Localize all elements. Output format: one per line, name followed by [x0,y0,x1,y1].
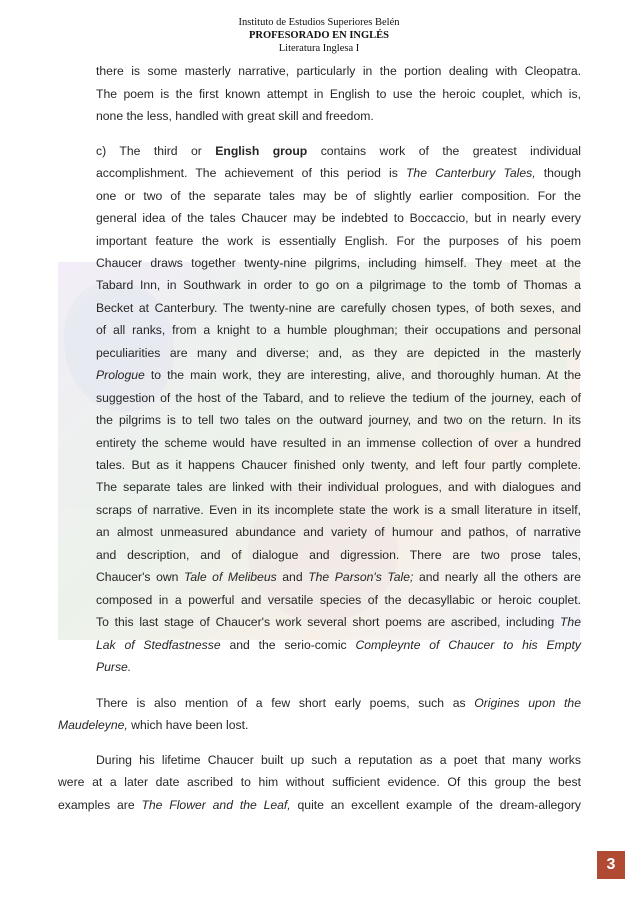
header-course: Literatura Inglesa I [278,43,360,54]
text-line: important feature the work is essentially English. For the purposes of his poem [96,234,581,248]
text-line: and description, and of dialogue and digression. There are two prose tales, [96,548,581,562]
text-line: scraps of narrative. Even in its incomplete state the work is a small literature in itself, [96,503,581,517]
text-line: Chaucer draws together twenty-nine pilgrims, including himself. They meet at the [96,256,581,270]
text-line: peculiarities are many and diverse; and, as they are depicted in the masterly [96,346,581,360]
text-line: tales. But as it happens Chaucer finished only twenty, and left four partly complete. [96,458,581,472]
text-line: were at a later date ascribed to him without sufficient evidence. Of this group the best [58,775,581,789]
text-line: Maudeleyne, which have been lost. [58,718,249,732]
text-line: Chaucer's own Tale of Melibeus and The Parson's Tale; and nearly all the others are [96,570,581,584]
text-line: The separate tales are linked with their individual prologues, and with dialogues and [96,480,581,494]
text-line: examples are The Flower and the Leaf, quite an excellent example of the dream-allegory [58,798,582,812]
text-line: an almost unmeasured abundance and variety of humour and pathos, of narrative [96,525,581,539]
text-line: there is some masterly narrative, particularly in the portion dealing with Cleopatra. [96,64,581,78]
text-line: suggestion of the host of the Tabard, and to relieve the tedium of the journey, each of [96,391,581,405]
text-line: composed in a powerful and versatile species of the decasyllabic or heroic couplet. [96,593,581,607]
page-header [0,16,638,55]
text-line: general idea of the tales Chaucer may be indebted to Boccaccio, but in nearly every [96,211,581,225]
text-line: Prologue to the main work, they are interesting, alive, and thoroughly human. At the [96,368,581,382]
text-line: Purse. [96,660,132,674]
text-line: During his lifetime Chaucer built up such a reputation as a poet that many works [96,753,581,767]
text-line: accomplishment. The achievement of this period is The Canterbury Tales, though [96,166,581,180]
text-line: c) The third or English group contains work of the greatest individual [96,144,581,158]
text-line: Tabard Inn, in Southwark in order to go on a pilgrimage to the tomb of Thomas a [96,278,581,292]
page-number: 3 [597,851,625,881]
text-line: Lak of Stedfastnesse and the serio-comic Compleynte of Chaucer to his Empty [96,638,581,652]
header-institution: Instituto de Estudios Superiores Belén [238,17,400,28]
text-line: Becket at Canterbury. The twenty-nine are carefully chosen types, of both sexes, and [96,301,581,315]
text-line: none the less, handled with great skill and freedom. [96,109,374,123]
text-line: entirety the scheme would have resulted in an immense collection of over a hundred [96,436,581,450]
text-line: the pilgrims is to tell two tales on the outward journey, and two on the return. In its [96,413,581,427]
text-line: of all ranks, from a knight to a humble ploughman; their occupations and personal [96,323,581,337]
header-program: PROFESORADO EN INGLÉS [248,30,390,41]
text-line: one or two of the separate tales may be of slightly earlier composition. For the [96,189,581,203]
text-line: To this last stage of Chaucer's work several short poems are ascribed, including The [96,615,581,629]
text-line: There is also mention of a few short early poems, such as Origines upon the [96,696,581,710]
text-line: The poem is the first known attempt in English to use the heroic couplet, which is, [96,87,581,101]
